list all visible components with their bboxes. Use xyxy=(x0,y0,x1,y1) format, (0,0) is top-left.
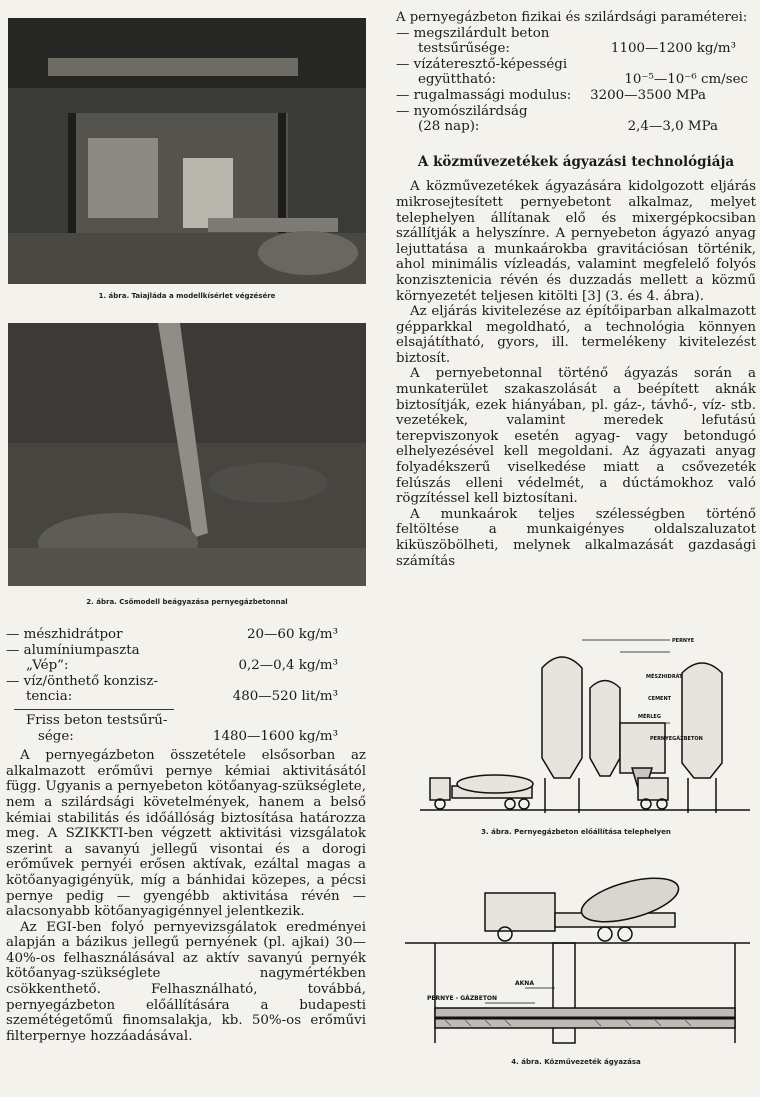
concrete-plant-diagram xyxy=(420,628,750,820)
params-title: A pernyegázbeton fizikai és szilárdsági paraméterei: xyxy=(396,10,748,25)
composition-item: tencia: 480—520 lit/m³ xyxy=(26,689,338,705)
figure-1-caption: 1. ábra. Taiajláda a modellkísérlet végzésére xyxy=(98,292,276,300)
paragraph: A pernyegázbeton összetétele elsősorban az alkalmazott erőművi pernye kémiai aktivitásától függ. Ugyanis a pernyebeton kötőanyag-szükséglete, nem a szilárdsági követelmények, hanem a belső kémiai stabilitás és időállóság biztosítása határozza meg. A SZIKKTI-ben végzett aktivitási vizsgálatok szerint a savanyú jellegű visontai és a dorogi erőművek pernyéi erősen aktívak, ezáltal magas a kötőanyagigényük, míg a bánhidai közepes, a pécsi pernye pedig — gyengébb aktivitása révén — alacsonyabb kötőanyagigénnyel jelentkezik. xyxy=(6,748,366,920)
param-item: együttható: 10⁻⁵—10⁻⁶ cm/sec xyxy=(418,72,748,88)
composition-list xyxy=(6,627,366,705)
fig3-label: CEMENT xyxy=(648,696,672,702)
right-column xyxy=(396,10,756,569)
paragraph: Az EGI-ben folyó pernyevizsgálatok eredményei alapján a bázikus jellegű pernyének (pl. ajkai) 30—40%-os felhasználásával az aktív savanyú pernyék kötőanyag-szükséglete nagymértékben csökkenthető. Felhasználható, továbbá, pernyegázbeton előállítására a budapesti szemétégetőmű finomsalakja, kb. 50%-os erőművi filterpernye hozzáadásával. xyxy=(6,919,366,1044)
left-column xyxy=(6,627,366,1044)
figure-3-caption: 3. ábra. Pernyegázbeton előállítása telephelyen xyxy=(481,828,671,836)
fig3-label: MÉRLEG xyxy=(638,714,661,720)
param-item: testsűrűsége: 1100—1200 kg/m³ xyxy=(418,41,736,57)
composition-item: — alumíniumpaszta xyxy=(6,642,140,658)
figure-3-drawing xyxy=(420,628,750,820)
paragraph: Az eljárás kivitelezése az építőiparban alkalmazott gépparkkal megoldható, a technológia könnyen elsajátítható, gyors, ill. termelékeny kivitelezést biztosít. xyxy=(396,304,756,366)
figure-1-image xyxy=(8,18,366,284)
param-item: (28 nap): 2,4—3,0 MPa xyxy=(418,119,718,135)
param-item: — vízáteresztő-képességi xyxy=(396,56,568,72)
fig3-label: MÉSZHIDRÁT xyxy=(646,674,683,680)
paragraph: A közművezetékek ágyazására kidolgozott eljárás mikrosejtesített pernyebetont alkalmaz, melyet telephelyen állítanak elő és mixergépkocsiban szállítják a helyszínre. A pernyebeton ágyazó anyag lejuttatása a munkaárokba gravitációsan történik, ahol minimális vízleadás, valamint megfelelő folyós konzisztenicia révén és duzzadás mellett a közmű környezetét teljesen kitölti [3] (3. és 4. ábra). xyxy=(396,179,756,304)
param-item: — nyomószilárdság xyxy=(396,103,528,119)
fig3-label: PERNYEGÁZBETON xyxy=(650,736,703,742)
fresh-density: Friss beton testsűrű- sége: 1480—1600 kg/m³ xyxy=(26,712,338,744)
composition-item: — mészhidrátpor 20—60 kg/m³ xyxy=(6,627,338,642)
paragraph: A pernyebetonnal történő ágyazás során a munkaterület szakaszolását a beépített aknák biztosítják, ezek hiányában, pl. gáz-, távhő-, víz- stb. vezetékek, valamint meredek lefutású terepviszonyok esetén agyag- vagy betondugó elhelyezésével kell megoldani. Az ágyazati anyag folyadékszerű viselkedése miatt a csővezeték felúszás elleni védelmét, a dúctámokhoz való rögzítéssel kell biztosítani. xyxy=(396,366,756,507)
params-list xyxy=(396,26,756,135)
figure-1-photo xyxy=(8,18,366,284)
fig4-label: AKNA xyxy=(515,980,534,987)
composition-item: — víz/önthető konzisz- xyxy=(6,673,158,689)
figure-2-photo xyxy=(8,323,366,586)
figure-4-caption: 4. ábra. Közművezeték ágyazása xyxy=(511,1058,641,1066)
param-item: — rugalmassági modulus: 3200—3500 MPa xyxy=(396,87,706,103)
section-title: A közművezetékek ágyazási technológiája xyxy=(417,153,735,170)
utility-bedding-diagram xyxy=(405,868,750,1048)
figure-2-caption: 2. ábra. Csőmodell beágyazása pernyegázbetonnal xyxy=(86,598,288,606)
composition-item: „Vép”: 0,2—0,4 kg/m³ xyxy=(26,658,338,674)
param-item: — megszilárdult beton xyxy=(396,25,550,41)
figure-4-drawing xyxy=(405,868,750,1048)
fig4-label: PERNYE - GÁZBETON xyxy=(427,995,498,1002)
fig3-label: PERNYE xyxy=(672,638,695,644)
paragraph: A munkaárok teljes szélességben történő feltöltése a munkaigényes oldalszaluzatot kiküszöbölheti, melynek alkalmazását gazdasági számítás xyxy=(396,506,756,569)
figure-2-image xyxy=(8,323,366,586)
